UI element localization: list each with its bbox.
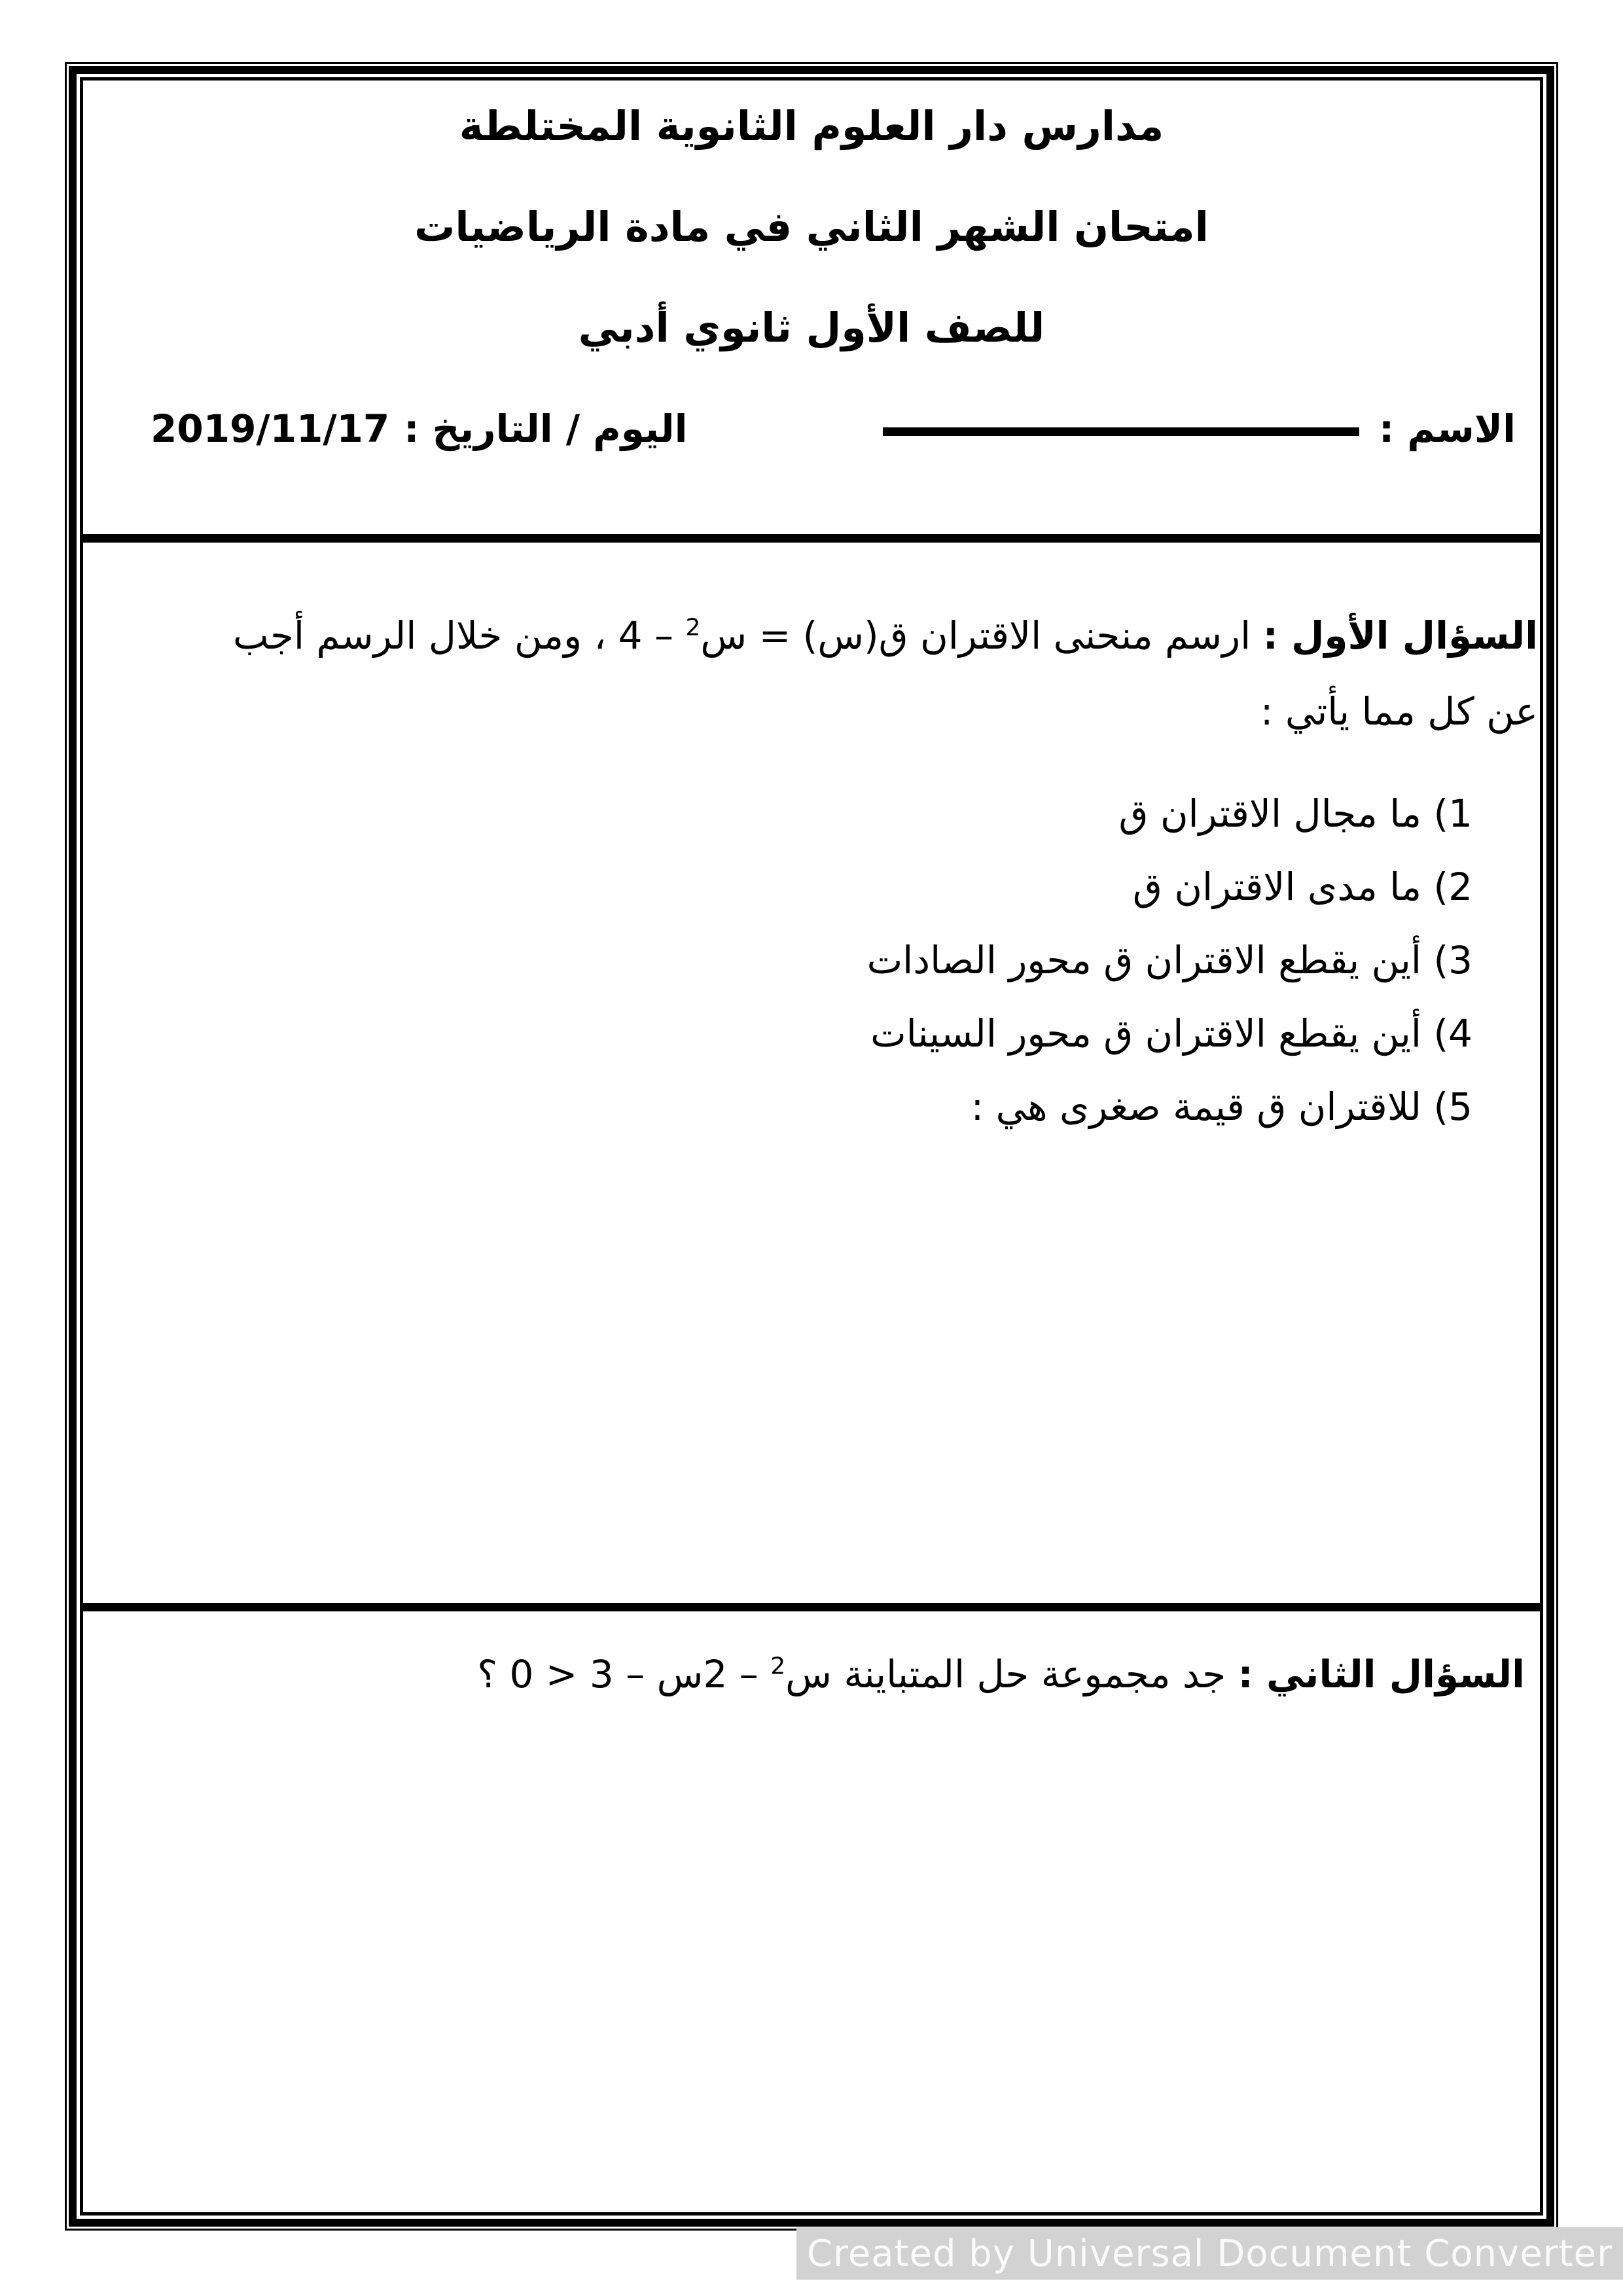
question-1-superscript: 2 <box>685 614 701 641</box>
date-group <box>151 399 687 458</box>
name-date-row <box>151 399 1516 458</box>
exam-title: امتحان الشهر الثاني في مادة الرياضيات <box>414 203 1209 251</box>
question-2 <box>477 1644 1525 1704</box>
question-1-line2: عن كل مما يأتي : <box>1260 689 1538 734</box>
list-item-3-text: أين يقطع الاقتران ق محور الصادات <box>866 938 1422 982</box>
list-item-3 <box>98 924 1472 997</box>
question-2-text-after-sup: – 2س – 3 < 0 ؟ <box>477 1652 758 1696</box>
list-item-3-marker: 3) <box>1433 938 1472 982</box>
question-1-label: السؤال الأول : <box>1262 613 1538 658</box>
watermark-banner <box>796 2227 1623 2280</box>
question-2-text-before-sup: جد مجموعة حل المتباينة س <box>785 1652 1226 1696</box>
list-item-1 <box>98 777 1472 850</box>
header-divider-rule <box>83 534 1540 543</box>
list-item-4-marker: 4) <box>1433 1011 1472 1056</box>
list-item-2-marker: 2) <box>1433 865 1472 909</box>
question-1-text-after-sup: – 4 ، ومن خلال الرسم أجب <box>233 613 674 658</box>
question-1-item-list <box>98 777 1538 1143</box>
date-label: اليوم / التاريخ : <box>404 406 688 451</box>
list-item-1-text: ما مجال الاقتران ق <box>1118 791 1422 836</box>
name-group <box>883 399 1516 458</box>
list-item-4-text: أين يقطع الاقتران ق محور السينات <box>870 1011 1422 1056</box>
exam-header <box>83 97 1540 399</box>
date-value: 2019/11/17 <box>151 406 390 451</box>
list-item-2-text: ما مدى الاقتران ق <box>1132 865 1422 909</box>
question-2-superscript: 2 <box>770 1653 786 1680</box>
question-1-line1 <box>98 605 1538 666</box>
list-item-4 <box>98 997 1472 1070</box>
list-item-1-marker: 1) <box>1433 791 1472 836</box>
question-2-label: السؤال الثاني : <box>1238 1652 1525 1696</box>
list-item-5-text: للاقتران ق قيمة صغرى هي : <box>971 1085 1422 1129</box>
name-label: الاسم : <box>1379 406 1516 451</box>
list-item-5 <box>98 1070 1472 1143</box>
name-blank-line <box>883 427 1359 436</box>
school-name: مدارس دار العلوم الثانوية المختلطة <box>459 102 1164 150</box>
list-item-2 <box>98 850 1472 924</box>
question-1-text-before-sup: ارسم منحنى الاقتران ق(س) = س <box>700 613 1251 658</box>
section-divider-rule <box>83 1603 1540 1611</box>
watermark-text: Created by Universal Document Converter <box>806 2232 1613 2275</box>
question-1 <box>98 605 1538 1143</box>
list-item-5-marker: 5) <box>1433 1085 1472 1129</box>
class-level: للصف الأول ثانوي أدبي <box>578 304 1045 351</box>
